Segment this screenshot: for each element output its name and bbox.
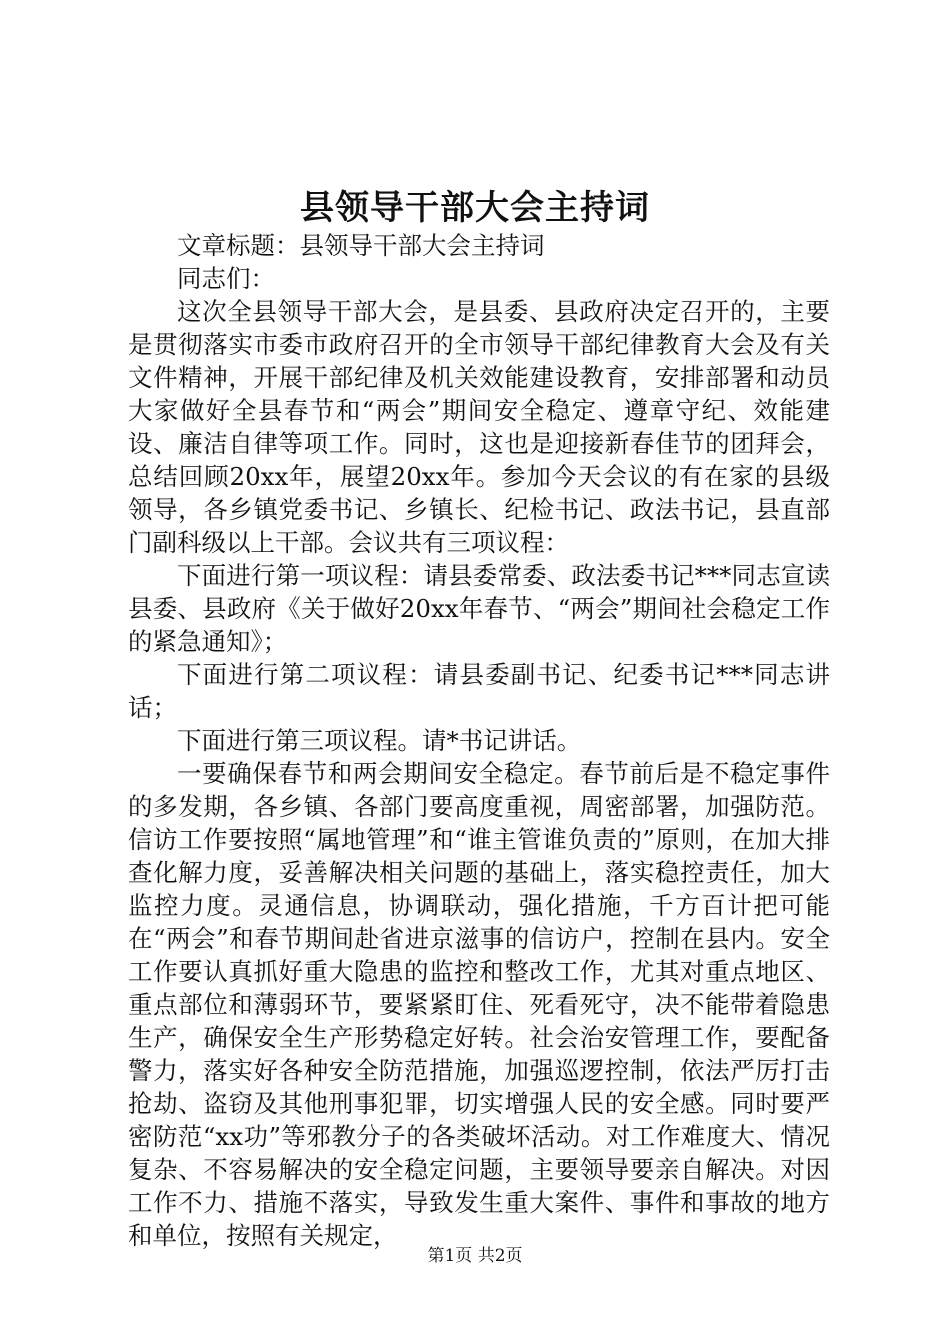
document-title: 县领导干部大会主持词 — [300, 188, 650, 228]
paragraph-agenda-3: 下面进行第三项议程。请*书记讲话。 — [177, 726, 582, 755]
paragraph-security: 一要确保春节和两会期间安全稳定。春节前后是不稳定事件的多发期，各乡镇、各部门要高度重视，周密部署，加强防范。信访工作要按照“属地管理”和“谁主管谁负责的”原则，在加大排查化解力度，妥善解决相关问题的基础上，落实稳控责任，加大监控力度。灵通信息，协调联动，强化措施，千方百计把可能在“两会”和春节期间赴省进京滋事的信访户，控制在县内。安全工作要认真抓好重大隐患的监控和整改工作，尤其对重点地区、重点部位和薄弱环节，要紧紧盯住、死看死守，决不能带着隐患生产，确保安全生产形势稳定好转。社会治安管理工作，要配备警力，落实好各种安全防范措施，加强巡逻控制，依法严厉打击抢劫、盗窃及其他刑事犯罪，切实增强人民的安全感。同时要严密防范“xx功”等邪教分子的各类破坏活动。对工作难度大、情况复杂、不容易解决的安全稳定问题，主要领导要亲自解决。对因工作不力、措施不落实，导致发生重大案件、事件和事故的地方和单位，按照有关规定， — [128, 759, 830, 1250]
paragraph-agenda-2: 下面进行第二项议程：请县委副书记、纪委书记***同志讲话； — [128, 660, 830, 722]
document-body — [128, 229, 830, 1252]
paragraph-agenda-1: 下面进行第一项议程：请县委常委、政法委书记***同志宣读县委、县政府《关于做好20xx年春节、“两会”期间社会稳定工作的紧急通知》； — [128, 561, 830, 656]
page-number: 第1页 共2页 — [427, 1246, 523, 1266]
article-title-line: 文章标题：县领导干部大会主持词 — [177, 231, 545, 260]
salutation: 同志们： — [177, 264, 275, 293]
paragraph-intro: 这次全县领导干部大会，是县委、县政府决定召开的，主要是贯彻落实市委市政府召开的全市领导干部纪律教育大会及有关文件精神，开展干部纪律及机关效能建设教育，安排部署和动员大家做好全县春节和“两会”期间安全稳定、遵章守纪、效能建设、廉洁自律等项工作。同时，这也是迎接新春佳节的团拜会，总结回顾20xx年，展望20xx年。参加今天会议的有在家的县级领导，各乡镇党委书记、乡镇长、纪检书记、政法书记，县直部门副科级以上干部。会议共有三项议程： — [128, 297, 830, 557]
